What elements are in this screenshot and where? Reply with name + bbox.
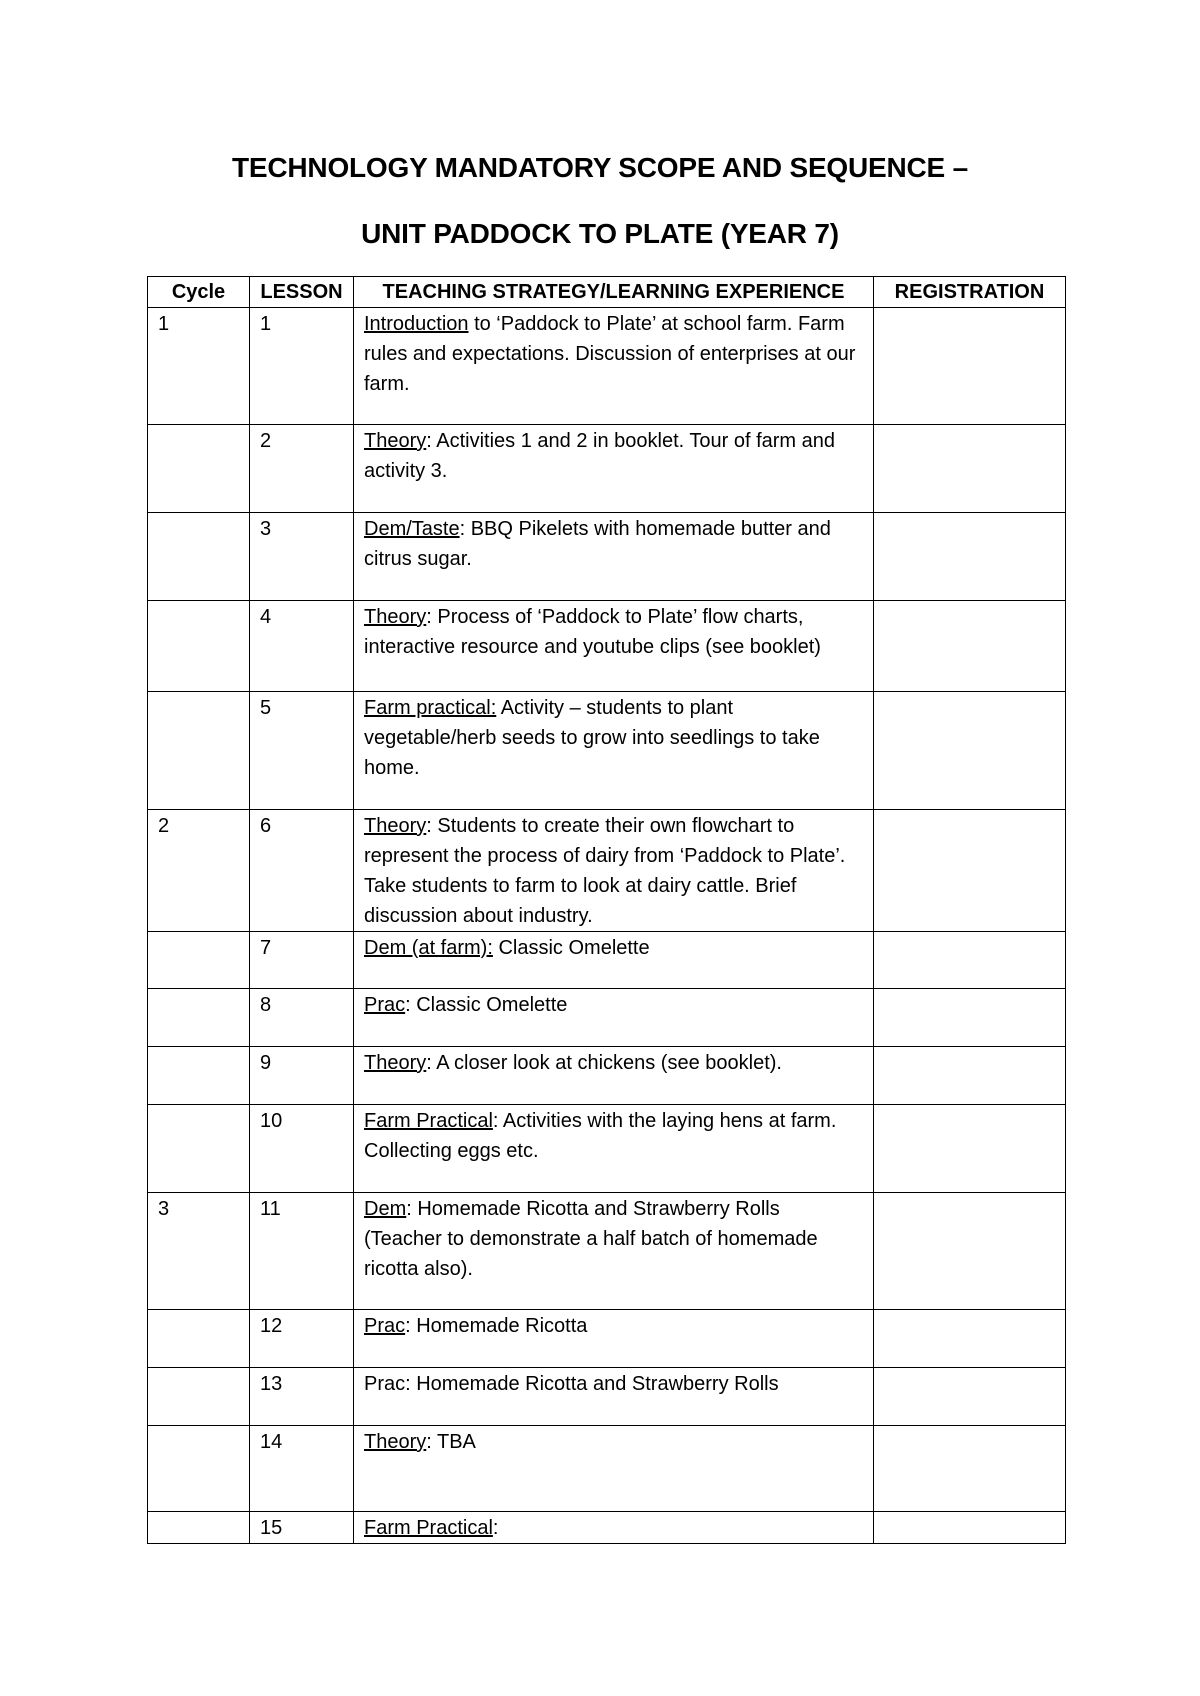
strategy-cell (354, 1426, 874, 1512)
table-row (148, 932, 1066, 989)
strategy-label: Introduction (364, 313, 469, 335)
strategy-text: : Classic Omelette (405, 994, 568, 1016)
lesson-cell: 14 (250, 1426, 354, 1512)
strategy-label: Dem (364, 1198, 407, 1220)
cycle-cell: 3 (148, 1193, 250, 1310)
lesson-cell: 11 (250, 1193, 354, 1310)
table-row (148, 1105, 1066, 1193)
strategy-text: Classic Omelette (492, 937, 650, 959)
header-strategy: TEACHING STRATEGY/LEARNING EXPERIENCE (354, 277, 874, 308)
header-lesson: LESSON (250, 277, 354, 308)
cycle-cell (148, 989, 250, 1047)
registration-cell (874, 989, 1066, 1047)
cycle-cell (148, 513, 250, 601)
cycle-cell: 1 (148, 308, 250, 425)
lesson-cell: 7 (250, 932, 354, 989)
strategy-label: Prac (364, 994, 406, 1016)
cycle-cell (148, 1512, 250, 1544)
cycle-cell (148, 1047, 250, 1105)
registration-cell (874, 308, 1066, 425)
lesson-cell: 5 (250, 692, 354, 810)
table-row (148, 1512, 1066, 1544)
strategy-text: : Process of ‘Paddock to Plate’ flow charts, interactive resource and youtube clips (see booklet) (364, 606, 821, 658)
table-row (148, 1368, 1066, 1426)
registration-cell (874, 1426, 1066, 1512)
registration-cell (874, 1047, 1066, 1105)
strategy-label: Theory (364, 1431, 427, 1453)
registration-cell (874, 1512, 1066, 1544)
table-row (148, 1193, 1066, 1310)
registration-cell (874, 1310, 1066, 1368)
cycle-cell (148, 692, 250, 810)
strategy-cell (354, 513, 874, 601)
registration-cell (874, 1193, 1066, 1310)
strategy-label: Prac (364, 1315, 406, 1337)
table-row (148, 1426, 1066, 1512)
lesson-cell: 3 (250, 513, 354, 601)
lesson-cell: 8 (250, 989, 354, 1047)
lesson-cell: 9 (250, 1047, 354, 1105)
strategy-label: Theory (364, 815, 427, 837)
strategy-label: Farm Practical (364, 1110, 493, 1132)
strategy-label: Dem (at farm): (364, 937, 493, 959)
table-row (148, 308, 1066, 425)
strategy-text: : (492, 1517, 499, 1539)
strategy-cell (354, 1105, 874, 1193)
strategy-label: Theory (364, 1052, 427, 1074)
lesson-cell: 10 (250, 1105, 354, 1193)
cycle-cell (148, 425, 250, 513)
cycle-cell (148, 1426, 250, 1512)
strategy-cell (354, 989, 874, 1047)
strategy-text: to ‘Paddock to Plate’ at school farm. Farm rules and expectations. Discussion of enterprises at our farm. (364, 313, 856, 395)
strategy-cell (354, 601, 874, 692)
strategy-text: : Homemade Ricotta (405, 1315, 588, 1337)
lesson-cell: 2 (250, 425, 354, 513)
table-row (148, 810, 1066, 932)
strategy-cell (354, 425, 874, 513)
strategy-cell (354, 308, 874, 425)
cycle-cell (148, 601, 250, 692)
strategy-label: Theory (364, 606, 427, 628)
table-row (148, 425, 1066, 513)
registration-cell (874, 425, 1066, 513)
table-row (148, 1310, 1066, 1368)
table-row (148, 513, 1066, 601)
document-title-line-1: TECHNOLOGY MANDATORY SCOPE AND SEQUENCE – (232, 152, 968, 183)
lesson-cell: 13 (250, 1368, 354, 1426)
header-cycle: Cycle (148, 277, 250, 308)
lesson-cell: 15 (250, 1512, 354, 1544)
table-row (148, 692, 1066, 810)
registration-cell (874, 692, 1066, 810)
strategy-cell (354, 1047, 874, 1105)
strategy-label: Farm practical: (364, 697, 497, 719)
registration-cell (874, 513, 1066, 601)
strategy-text: : Homemade Ricotta and Strawberry Rolls (Teacher to demonstrate a half batch of homemade ricotta also). (364, 1198, 818, 1280)
lesson-cell: 4 (250, 601, 354, 692)
cycle-cell: 2 (148, 810, 250, 932)
registration-cell (874, 932, 1066, 989)
strategy-text: : Activities 1 and 2 in booklet. Tour of farm and activity 3. (364, 430, 835, 482)
registration-cell (874, 1105, 1066, 1193)
strategy-cell (354, 1368, 874, 1426)
table-row (148, 601, 1066, 692)
registration-cell (874, 810, 1066, 932)
document-title-line-2: UNIT PADDOCK TO PLATE (YEAR 7) (361, 218, 839, 249)
strategy-text: : BBQ Pikelets with homemade butter and citrus sugar. (364, 518, 831, 570)
strategy-cell (354, 932, 874, 989)
strategy-cell (354, 1310, 874, 1368)
strategy-label: Theory (364, 430, 427, 452)
strategy-text: Prac: Homemade Ricotta and Strawberry Rolls (364, 1373, 779, 1395)
cycle-cell (148, 932, 250, 989)
cycle-cell (148, 1310, 250, 1368)
lesson-cell: 6 (250, 810, 354, 932)
strategy-cell (354, 1193, 874, 1310)
table-row (148, 1047, 1066, 1105)
registration-cell (874, 601, 1066, 692)
strategy-label: Farm Practical (364, 1517, 493, 1539)
header-registration: REGISTRATION (874, 277, 1066, 308)
header-row (148, 277, 1066, 308)
lesson-cell: 1 (250, 308, 354, 425)
strategy-cell (354, 810, 874, 932)
strategy-cell (354, 1512, 874, 1544)
lesson-cell: 12 (250, 1310, 354, 1368)
strategy-text: : A closer look at chickens (see booklet). (426, 1052, 782, 1074)
strategy-text: : Students to create their own flowchart to represent the process of dairy from ‘Paddock to Plate’. Take students to farm to look at dairy cattle. Brief discussion about industry. (364, 815, 846, 927)
strategy-label: Dem/Taste (364, 518, 460, 540)
cycle-cell (148, 1105, 250, 1193)
strategy-text: Activity – students to plant vegetable/herb seeds to grow into seedlings to take home. (364, 697, 820, 779)
cycle-cell (148, 1368, 250, 1426)
strategy-text: : TBA (426, 1431, 476, 1453)
registration-cell (874, 1368, 1066, 1426)
strategy-cell (354, 692, 874, 810)
table-row (148, 989, 1066, 1047)
strategy-text: : Activities with the laying hens at farm. Collecting eggs etc. (364, 1110, 837, 1162)
scope-sequence-table (147, 276, 1066, 1544)
